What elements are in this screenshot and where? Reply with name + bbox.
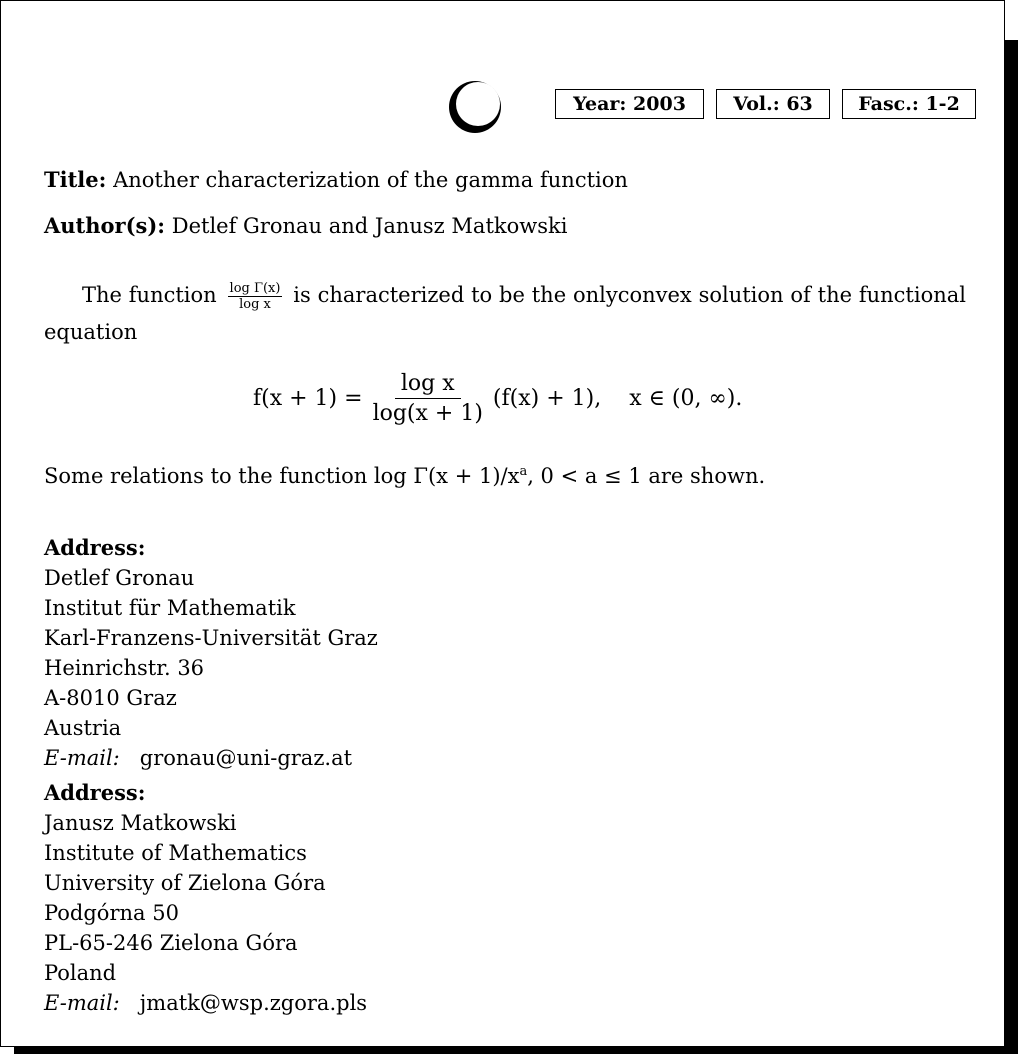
relations-part1: Some relations to the function log Γ(x + 1)/x: [44, 464, 520, 488]
relations-exponent: a: [519, 464, 528, 479]
address-line: Poland: [44, 961, 117, 985]
relations-sentence: [44, 464, 765, 488]
email-line: [44, 743, 378, 773]
address-label: Address:: [44, 535, 146, 560]
journal-logo-icon: [447, 79, 503, 135]
inline-fraction-numerator: log Γ(x): [229, 281, 281, 296]
address-line: Karl-Franzens-Universität Graz: [44, 626, 378, 650]
address-line: Janusz Matkowski: [44, 811, 237, 835]
relations-part2: , 0 < a ≤ 1 are shown.: [527, 464, 766, 488]
address-line: Austria: [44, 716, 122, 740]
equation-lhs: f(x + 1) =: [253, 386, 363, 411]
address-line: University of Zielona Góra: [44, 871, 326, 895]
authors-label: Author(s):: [44, 213, 166, 238]
address-block-1: [44, 533, 378, 773]
abstract-part1: The function: [82, 283, 217, 307]
address-block-2: [44, 778, 367, 1018]
email-label: E-mail:: [44, 991, 120, 1015]
title-label: Title:: [44, 167, 107, 192]
functional-equation: [253, 371, 742, 426]
email-address[interactable]: gronau@uni-graz.at: [139, 746, 353, 770]
equation-denominator: log(x + 1): [372, 401, 483, 426]
equation-fraction: [367, 371, 489, 426]
title-line: [44, 167, 628, 192]
email-label: E-mail:: [44, 746, 120, 770]
address-line: PL-65-246 Zielona Góra: [44, 931, 298, 955]
title-text: Another characterization of the gamma function: [113, 168, 628, 192]
volume-box: Vol.: 63: [716, 89, 830, 119]
inline-fraction-denominator: log x: [239, 297, 271, 312]
fascicle-box: Fasc.: 1-2: [842, 89, 976, 119]
abstract-paragraph: [44, 277, 966, 351]
authors-text: Detlef Gronau and Janusz Matkowski: [171, 214, 568, 238]
email-address[interactable]: jmatk@wsp.zgora.pls: [139, 991, 368, 1015]
authors-line: [44, 213, 567, 238]
equation-rhs: (f(x) + 1),: [492, 386, 602, 411]
address-line: Heinrichstr. 36: [44, 656, 205, 680]
inline-fraction: [228, 281, 283, 312]
year-box: Year: 2003: [555, 89, 704, 119]
address-line: Podgórna 50: [44, 901, 179, 925]
equation-domain: x ∈ (0, ∞).: [629, 386, 743, 411]
address-line: Institute of Mathematics: [44, 841, 307, 865]
email-line: [44, 988, 367, 1018]
equation-numerator: log x: [395, 371, 461, 399]
abstract-part2: is characterized to be the onlyconvex solution of the functional equation: [44, 283, 966, 344]
address-label: Address:: [44, 780, 146, 805]
address-line: Institut für Mathematik: [44, 596, 296, 620]
address-line: A-8010 Graz: [44, 686, 177, 710]
address-line: Detlef Gronau: [44, 566, 195, 590]
